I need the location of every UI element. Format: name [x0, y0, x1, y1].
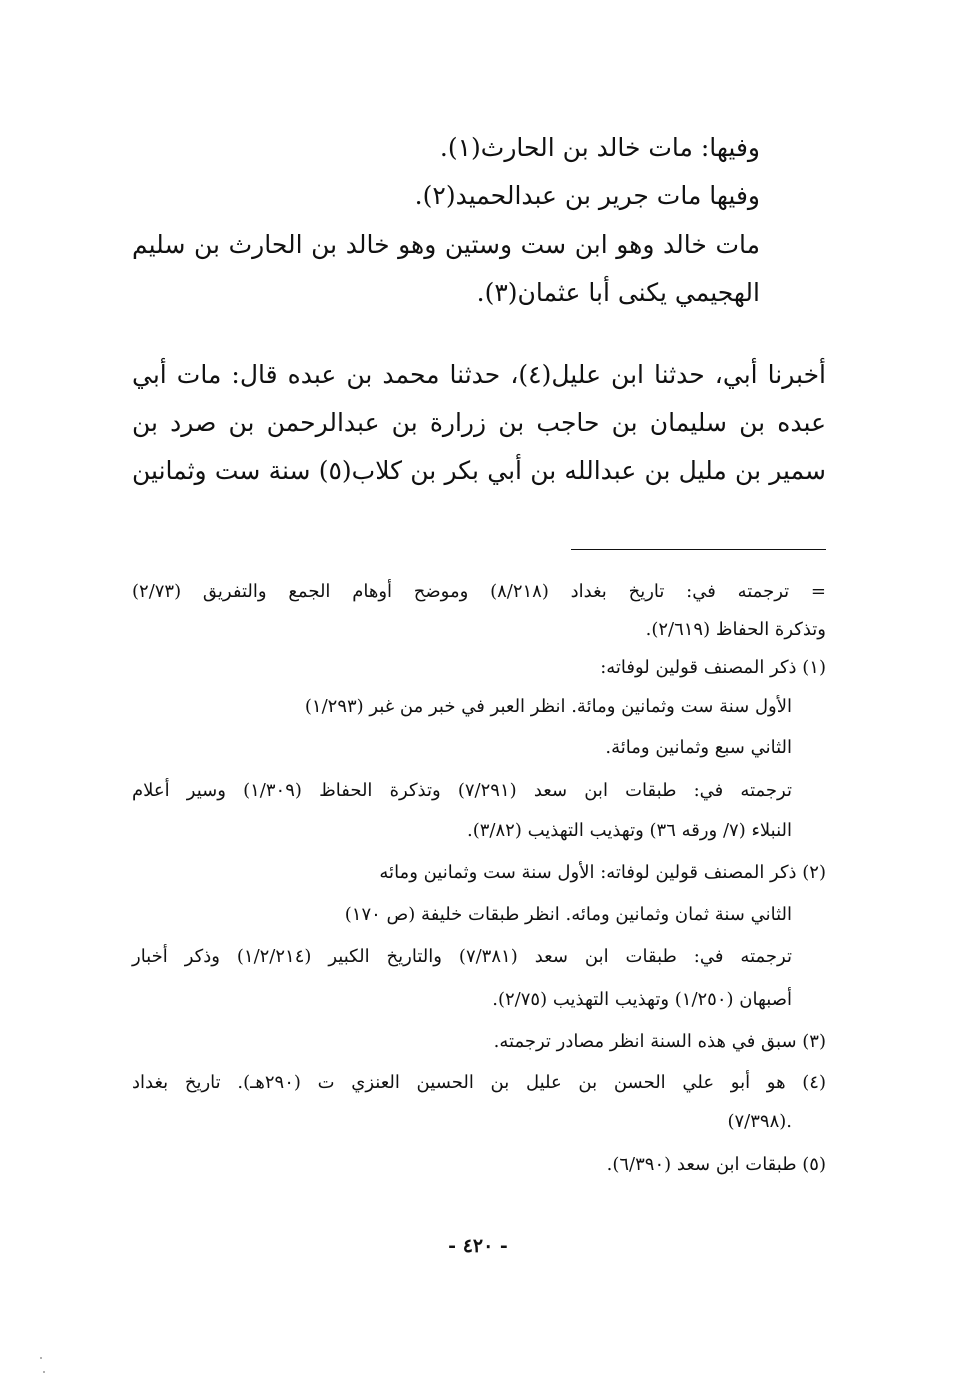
scan-speck: [43, 1371, 45, 1373]
footnote-line-6: ترجمته في: طبقات ابن سعد (٧/٢٩١) وتذكرة الحفاظ (١/٣٠٩) وسير أعلام: [132, 780, 792, 801]
footnote-line-13: (٤) هو أبو علي الحسن بن عليل بن الحسين العنزي ت (٢٩٠هـ). تاريخ بغداد: [132, 1072, 826, 1093]
main-line-4: الهجيمي يكنى أبا عثمان(٣).: [476, 278, 760, 307]
footnote-line-10: ترجمته في: طبقات ابن سعد (٧/٣٨١) والتاريخ الكبير (١/٢/٢١٤) وذكر أخبار: [132, 946, 792, 967]
footnote-line-4: الأول سنة ست وثمانين ومائة. انظر العبر في خبر من غبر (١/٢٩٣): [304, 696, 792, 717]
footnote-line-5: الثاني سبع وثمانين ومائة.: [605, 737, 792, 758]
main-line-7: سمير بن مليل بن عبدالله بن أبي بكر بن كلاب(٥) سنة ست وثمانين: [132, 456, 827, 485]
main-line-1: وفيها: مات خالد بن الحارث(١).: [439, 133, 760, 162]
footnote-line-14: (٧/٣٩٨).: [727, 1111, 792, 1132]
main-line-2: وفيها مات جرير بن عبدالحميد(٢).: [414, 181, 760, 210]
footnote-line-12: (٣) سبق في هذه السنة انظر مصادر ترجمته.: [493, 1031, 826, 1052]
footnote-line-8: (٢) ذكر المصنف قولين لوفاته: الأول سنة ست وثمانين ومائه: [379, 862, 826, 883]
footnote-line-11: أصبهان (١/٢٥٠) وتهذيب التهذيب (٢/٧٥).: [492, 989, 792, 1010]
main-line-5: أخبرنا أبي، حدثنا ابن عليل(٤)، حدثنا محمد بن عبده قال: مات أبي: [132, 360, 826, 389]
footnote-line-2: وتذكرة الحفاظ (٢/٦١٩).: [645, 619, 826, 640]
footnote-line-1: = ترجمته في: تاريخ بغداد (٨/٢١٨) وموضح أوهام الجمع والتفريق (٢/٧٣): [132, 581, 827, 602]
footnote-line-7: النبلاء (٧/ ورقه ٣٦) وتهذيب التهذيب (٣/٨٢).: [467, 820, 792, 841]
footnote-line-9: الثاني سنة ثمان وثمانين ومائه. انظر طبقات خليفة (ص ١٧٠): [344, 904, 792, 925]
page-number: - ٤٢٠ -: [448, 1235, 508, 1257]
main-line-6: عبده بن سليمان بن حاجب بن زرارة بن عبدالرحمن بن صرد بن: [132, 408, 826, 437]
scan-speck: [40, 1357, 42, 1359]
main-line-3: مات خالد وهو ابن ست وستين وهو خالد بن الحارث بن سليم: [132, 230, 760, 259]
footnote-separator: [571, 549, 826, 550]
footnote-line-3: (١) ذكر المصنف قولين لوفاته:: [600, 657, 826, 678]
footnote-line-15: (٥) طبقات ابن سعد (٦/٣٩٠).: [606, 1154, 826, 1175]
